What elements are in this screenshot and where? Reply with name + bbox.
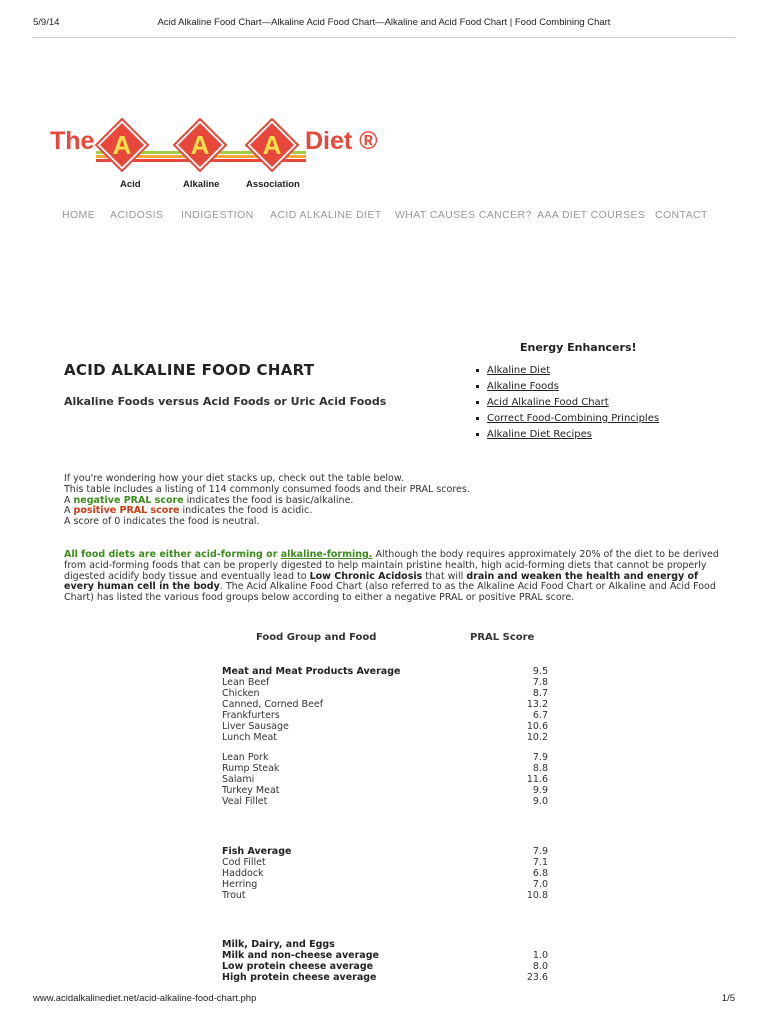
paragraph-text: digested acidify body tissue and eventually lead to xyxy=(64,570,310,582)
intro-line: A score of 0 indicates the food is neutral. xyxy=(64,516,260,528)
pral-score: 7.9 xyxy=(532,846,548,857)
logo-letter-a: A xyxy=(262,130,282,160)
pral-score: 13.2 xyxy=(526,699,548,710)
pral-score: 6.8 xyxy=(532,868,548,879)
pral-score: 8.7 xyxy=(532,688,548,699)
sidebar-link-food-chart[interactable]: Acid Alkaline Food Chart xyxy=(487,397,609,408)
print-date: 5/9/14 xyxy=(33,17,60,28)
food-name: Canned, Corned Beef xyxy=(222,699,324,710)
nav-item-aaa-diet-courses[interactable]: AAA DIET COURSES xyxy=(537,209,646,221)
pral-score: 1.0 xyxy=(532,950,548,961)
table-header-food: Food Group and Food xyxy=(256,632,377,643)
pral-score: 10.8 xyxy=(526,890,548,901)
food-name: Liver Sausage xyxy=(222,721,289,732)
sidebar-list-item xyxy=(476,364,659,380)
logo-diamond-a-icon xyxy=(245,118,299,172)
nav-item-acidosis[interactable]: ACIDOSIS xyxy=(110,209,164,221)
food-name: Lean Pork xyxy=(222,752,269,763)
food-name: Milk and non-cheese average xyxy=(222,950,379,961)
bold-phrase: every human cell in the body xyxy=(64,581,220,593)
sidebar-list-item xyxy=(476,412,659,428)
logo-letter-a: A xyxy=(190,130,210,160)
intro-text xyxy=(64,474,470,528)
food-name: Salami xyxy=(222,774,255,785)
bold-phrase: Low Chronic Acidosis xyxy=(309,570,423,582)
pral-score: 23.6 xyxy=(526,972,548,983)
bold-phrase: drain and weaken the health and energy of xyxy=(466,570,699,582)
intro-line: This table includes a listing of 114 commonly consumed foods and their PRAL scores. xyxy=(64,483,470,495)
intro-text-part: indicates the food is basic/alkaline. xyxy=(183,494,354,506)
food-name: Lean Beef xyxy=(222,677,270,688)
sidebar-link-recipes[interactable]: Alkaline Diet Recipes xyxy=(487,429,592,440)
nav-item-acid-alkaline-diet[interactable]: ACID ALKALINE DIET xyxy=(270,209,382,221)
header-divider xyxy=(33,37,735,38)
paragraph-text: Although the body requires approximately 20% of the diet to be derived xyxy=(372,549,719,560)
paragraph-line: Chart) has listed the various food groups below according to either a negative PRAL or positive PRAL score. xyxy=(64,592,575,604)
sidebar-list-item xyxy=(476,428,659,444)
pral-score: 7.8 xyxy=(532,677,548,688)
food-name: Haddock xyxy=(222,868,264,879)
intro-line: If you're wondering how your diet stacks up, check out the table below. xyxy=(64,473,404,484)
site-logo[interactable] xyxy=(50,118,380,193)
page-title: ACID ALKALINE FOOD CHART xyxy=(64,361,315,379)
paragraph-text: . The Acid Alkaline Food Chart (also referred to as the Alkaline Acid Food Chart or Alkaline and Acid Food xyxy=(219,581,716,593)
logo-the-text: The xyxy=(50,127,95,155)
alkaline-forming-link[interactable]: alkaline-forming. xyxy=(280,549,373,560)
table-header-pral: PRAL Score xyxy=(470,632,535,643)
paragraph-line: from acid-forming foods that can be properly digested to help maintain pristine health, high acid-forming diets that cannot be properly xyxy=(64,559,707,571)
nav-item-what-causes-cancer[interactable]: WHAT CAUSES CANCER? xyxy=(395,209,532,221)
sidebar-link-alkaline-foods[interactable]: Alkaline Foods xyxy=(487,381,559,392)
pral-score: 8.8 xyxy=(532,763,548,774)
nav-item-contact[interactable]: CONTACT xyxy=(655,209,708,221)
food-name: Herring xyxy=(222,879,258,890)
food-name: Chicken xyxy=(222,688,260,699)
paragraph-text: that will xyxy=(422,570,467,582)
nav-item-indigestion[interactable]: INDIGESTION xyxy=(181,209,254,221)
pral-score: 9.5 xyxy=(532,666,548,677)
print-title: Acid Alkaline Food Chart—Alkaline Acid Food Chart—Alkaline and Acid Food Chart | Food Combining Chart xyxy=(157,17,611,28)
sidebar-links xyxy=(476,364,659,444)
food-name: Cod Fillet xyxy=(222,857,266,868)
food-name: Frankfurters xyxy=(222,710,280,721)
food-name: Trout xyxy=(222,890,246,901)
logo-word-association: Association xyxy=(246,179,300,190)
logo-diamond-a-icon xyxy=(95,118,149,172)
logo-diet-text: Diet ® xyxy=(305,127,378,155)
sidebar-list-item xyxy=(476,396,659,412)
intro-text-part: indicates the food is acidic. xyxy=(179,505,313,517)
intro-text-part: A xyxy=(64,494,74,506)
pral-score: 7.0 xyxy=(532,879,548,890)
food-name: High protein cheese average xyxy=(222,972,377,983)
pral-score: 7.9 xyxy=(532,752,548,763)
pral-score: 9.9 xyxy=(532,785,548,796)
page-number: 1/5 xyxy=(721,993,735,1004)
food-name: Meat and Meat Products Average xyxy=(222,666,401,677)
food-name: Fish Average xyxy=(222,846,292,857)
sidebar-link-alkaline-diet[interactable]: Alkaline Diet xyxy=(487,365,551,376)
print-url: www.acidalkalinediet.net/acid-alkaline-food-chart.php xyxy=(33,993,257,1004)
sidebar-link-food-combining[interactable]: Correct Food-Combining Principles xyxy=(487,413,660,424)
food-name: Turkey Meat xyxy=(222,785,280,796)
logo-diamond-a-icon xyxy=(173,118,227,172)
logo-word-alkaline: Alkaline xyxy=(183,179,220,190)
body-paragraph xyxy=(64,550,734,604)
intro-text-part: A xyxy=(64,505,74,517)
food-name: Low protein cheese average xyxy=(222,961,374,972)
sidebar-heading: Energy Enhancers! xyxy=(520,341,637,354)
food-name: Veal Fillet xyxy=(222,796,268,807)
pral-score: 9.0 xyxy=(532,796,548,807)
pral-score: 11.6 xyxy=(526,774,548,785)
logo-word-acid: Acid xyxy=(120,179,141,190)
pral-score: 10.6 xyxy=(526,721,548,732)
food-name: Rump Steak xyxy=(222,763,280,774)
sidebar-list-item xyxy=(476,380,659,396)
pral-score: 8.0 xyxy=(532,961,548,972)
pral-score: 7.1 xyxy=(532,857,548,868)
pral-score: 10.2 xyxy=(526,732,548,743)
page-subtitle: Alkaline Foods versus Acid Foods or Uric Acid Foods xyxy=(64,395,387,408)
food-name: Lunch Meat xyxy=(222,732,278,743)
pral-score: 6.7 xyxy=(532,710,548,721)
nav-item-home[interactable]: HOME xyxy=(62,209,96,221)
negative-pral-term: negative PRAL score xyxy=(73,494,184,506)
positive-pral-term: positive PRAL score xyxy=(73,505,180,517)
logo-letter-a: A xyxy=(112,130,132,160)
food-name: Milk, Dairy, and Eggs xyxy=(222,939,335,950)
highlight-text: All food diets are either acid-forming or xyxy=(64,549,281,560)
